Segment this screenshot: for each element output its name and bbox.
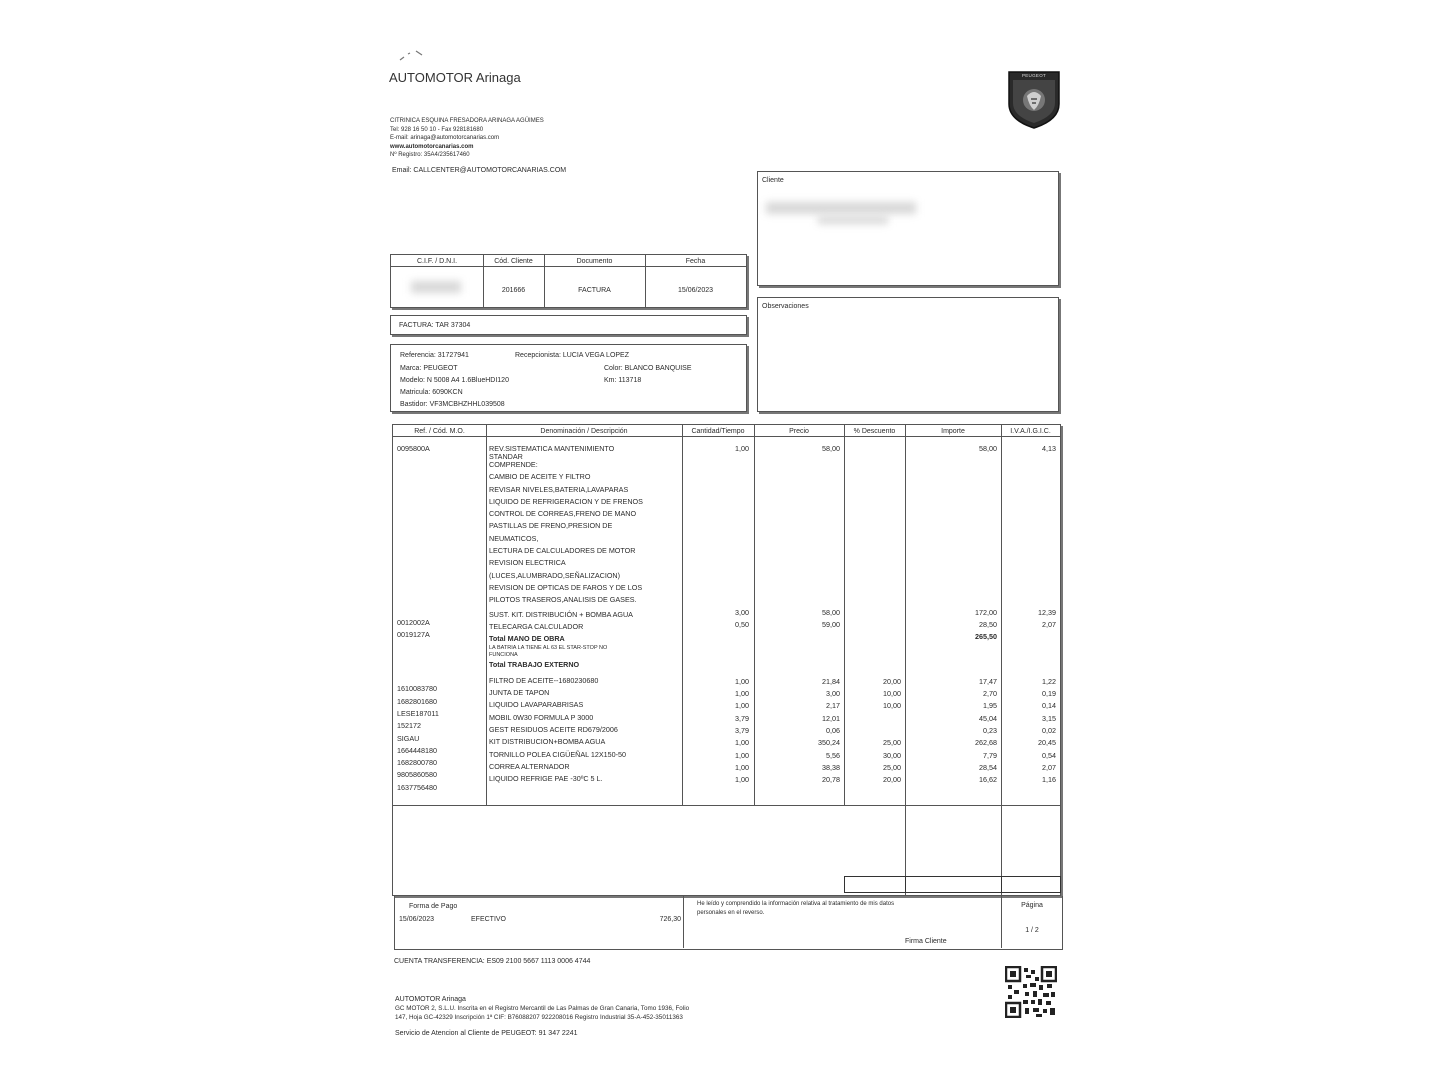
ref-cell: 1682801680 <box>397 696 437 706</box>
price-cell: 58,00 <box>822 608 840 617</box>
discount-cell: 30,00 <box>883 751 901 760</box>
date-value: 15/06/2023 <box>677 287 714 294</box>
vehicle-receptionist: Recepcionista: LUCIA VEGA LOPEZ <box>515 352 629 359</box>
amount-cell: 45,04 <box>979 714 997 723</box>
price-cell: 59,00 <box>822 620 840 629</box>
ref-cell <box>397 661 439 668</box>
payment-date: 15/06/2023 <box>399 916 435 923</box>
quantity-cell: 1,00 <box>735 689 749 698</box>
ref-cell <box>397 668 439 680</box>
amount-cell: 172,00 <box>975 608 997 617</box>
col-header-ref: Ref. / Cód. M.O. <box>414 428 465 435</box>
description-cell: REVISION ELECTRICA <box>489 558 566 568</box>
ref-cell: LESE187011 <box>397 708 439 718</box>
ref-cell <box>397 492 439 504</box>
quantity-cell: 1,00 <box>735 763 749 772</box>
ref-cell <box>397 504 439 516</box>
description-cell: KIT DISTRIBUCION+BOMBA AGUA <box>489 737 606 747</box>
footer-legal-line1: GC MOTOR 2, S.L.U. Inscrita en el Registro Mercantil de Las Palmas de Gran Canaria, Tomo 1936, Folio <box>395 1005 690 1012</box>
description-cell: FILTRO DE ACEITE--1680230680 <box>489 675 599 685</box>
description-cell: REV.SISTEMATICA MANTENIMIENTO <box>489 444 615 453</box>
client-code-value: 201666 <box>501 287 526 294</box>
price-cell: 20,78 <box>822 775 840 784</box>
ref-cell <box>397 480 439 492</box>
description-cell: CORREA ALTERNADOR <box>489 761 570 771</box>
discount-cell: 20,00 <box>883 677 901 686</box>
footer-legal-line2: 147, Hoja GC-42329 Inscripción 1ª CIF: B76088207 922208016 Registro Industrial 35-A-452-35011363 <box>395 1014 683 1021</box>
ref-cell: 152172 <box>397 721 421 731</box>
company-address-line: Tel: 928 16 50 10 - Fax 928181680 <box>390 126 484 133</box>
redacted-cif <box>411 281 461 293</box>
description-cell: MOBIL 0W30 FORMULA P 3000 <box>489 712 594 722</box>
description-cell: TELECARGA CALCULADOR <box>489 621 584 631</box>
description-cell: TORNILLO POLEA CIGÜEÑAL 12X150-50 <box>489 749 627 759</box>
vehicle-color: Color: BLANCO BANQUISE <box>604 365 692 372</box>
amount-cell: 28,54 <box>979 763 997 772</box>
description-cell: PILOTOS TRASEROS,ANALISIS DE GASES. <box>489 595 637 605</box>
tax-cell: 1,16 <box>1042 775 1056 784</box>
page-number: 1 / 2 <box>1025 927 1039 934</box>
discount-cell: 25,00 <box>883 763 901 772</box>
discount-cell: 20,00 <box>883 775 901 784</box>
ref-cell <box>397 578 439 590</box>
vehicle-reference: Referencia: 31727941 <box>400 352 469 359</box>
peugeot-wordmark: PEUGEOT <box>1021 73 1047 78</box>
description-cell: REVISAR NIVELES,BATERIA,LAVAPARAS <box>489 484 629 494</box>
client-label: Cliente <box>762 177 784 184</box>
ref-cell: 0019127A <box>397 630 430 640</box>
quantity-cell: 1,00 <box>735 677 749 686</box>
quantity-cell: 1,00 <box>735 751 749 760</box>
company-name: AUTOMOTOR Arinaga <box>389 70 521 85</box>
discount-cell: 10,00 <box>883 689 901 698</box>
ref-cell: 1664448180 <box>397 745 437 755</box>
tax-cell: 12,39 <box>1038 608 1056 617</box>
company-email: Email: CALLCENTER@AUTOMOTORCANARIAS.COM <box>392 167 567 174</box>
tax-cell: 0,54 <box>1042 751 1056 760</box>
price-cell: 12,01 <box>822 714 840 723</box>
scan-mark <box>398 48 428 64</box>
description-column <box>489 443 643 785</box>
vehicle-km: Km: 113718 <box>604 377 642 384</box>
company-address <box>390 117 544 160</box>
vehicle-model: Modelo: N 5008 A4 1.6BlueHDI120 <box>400 377 509 384</box>
description-cell: PASTILLAS DE FRENO,PRESION DE <box>489 521 613 531</box>
description-cell: COMPRENDE: <box>489 460 538 469</box>
header-cif: C.I.F. / D.N.I. <box>416 258 458 265</box>
ref-cell <box>397 541 439 553</box>
description-cell: LIQUIDO REFRIGE PAE -30ºC 5 L. <box>489 774 603 784</box>
price-cell: 350,24 <box>818 738 840 747</box>
description-cell: LA BATRIA LA TIENE AL 63 EL STAR-STOP NO <box>489 645 608 652</box>
invoice-table <box>392 424 1061 896</box>
quantity-cell: 3,79 <box>735 714 749 723</box>
redacted-client-address <box>818 216 888 224</box>
ref-cell: 1637756480 <box>397 782 437 792</box>
ref-cell: SIGAU <box>397 733 420 743</box>
redacted-client-name <box>766 202 916 214</box>
description-cell: NEUMATICOS, <box>489 533 539 543</box>
price-cell: 3,00 <box>826 689 840 698</box>
footer-company-name: AUTOMOTOR Arinaga <box>395 996 466 1003</box>
description-cell: REVISION DE OPTICAS DE FAROS Y DE LOS <box>489 582 643 592</box>
price-cell: 58,00 <box>822 444 840 453</box>
company-address-line: CITRINICA ESQUINA FRESADORA ARINAGA AGÜIMES <box>390 118 544 124</box>
document-value: FACTURA <box>578 287 611 294</box>
ref-cell <box>397 455 439 467</box>
tax-cell: 2,07 <box>1042 620 1056 629</box>
ref-cell: 1682800780 <box>397 758 437 768</box>
labor-total-cell: 265,50 <box>975 632 997 641</box>
description-cell: (LUCES,ALUMBRADO,SEÑALIZACION) <box>489 570 620 580</box>
payment-box <box>394 896 1063 950</box>
payment-amount: 726,30 <box>659 916 681 923</box>
company-address-line: www.automotorcanarias.com <box>390 143 474 150</box>
tax-cell: 3,15 <box>1042 714 1056 723</box>
amount-cell: 262,68 <box>975 738 997 747</box>
description-cell: Total TRABAJO EXTERNO <box>489 660 580 670</box>
bank-account: CUENTA TRANSFERENCIA: ES09 2100 5667 1113 0006 4744 <box>394 958 591 965</box>
quantity-cell: 0,50 <box>735 620 749 629</box>
tax-cell: 0,14 <box>1042 701 1056 710</box>
ref-cell <box>397 642 439 654</box>
ref-cell: 0095800A <box>397 444 430 453</box>
tax-cell: 2,07 <box>1042 763 1056 772</box>
discount-cell: 25,00 <box>883 738 901 747</box>
quantity-cell: 3,00 <box>735 608 749 617</box>
tax-cell: 0,19 <box>1042 689 1056 698</box>
footer-customer-service: Servicio de Atencion al Cliente de PEUGEOT: 91 347 2241 <box>395 1030 578 1037</box>
vehicle-box <box>390 344 747 412</box>
quantity-cell: 1,00 <box>735 444 749 453</box>
header-client-code: Cód. Cliente <box>494 258 533 265</box>
quantity-cell: 3,79 <box>735 726 749 735</box>
col-header-amount: Importe <box>941 428 965 435</box>
amount-cell: 28,50 <box>979 620 997 629</box>
client-box <box>757 171 1059 286</box>
amount-cell: 7,79 <box>983 751 997 760</box>
description-cell: JUNTA DE TAPON <box>489 688 550 698</box>
description-cell: CONTROL DE CORREAS,FRENO DE MANO <box>489 509 637 519</box>
amount-cell: 58,00 <box>979 444 997 453</box>
description-cell: LIQUIDO LAVAPARABRISAS <box>489 700 584 710</box>
document-header <box>390 254 747 308</box>
amount-cell: 16,62 <box>979 775 997 784</box>
payment-label: Forma de Pago <box>409 903 458 910</box>
totals-row <box>844 876 1061 893</box>
col-header-discount: % Descuento <box>853 428 896 435</box>
description-cell: SUST. KIT. DISTRIBUCIÓN + BOMBA AGUA <box>489 609 633 619</box>
ref-cell: 1610083780 <box>397 684 437 694</box>
company-address-line: Nº Registro: 35A4/235617460 <box>390 152 470 158</box>
ref-cell <box>397 468 439 480</box>
header-date: Fecha <box>685 258 706 265</box>
peugeot-lion-shield-icon <box>1005 66 1063 130</box>
amount-cell: 17,47 <box>979 677 997 686</box>
description-cell: CAMBIO DE ACEITE Y FILTRO <box>489 472 591 482</box>
quantity-cell: 1,00 <box>735 738 749 747</box>
privacy-text-line2: personales en el reverso. <box>697 910 765 916</box>
amount-cell: 1,95 <box>983 701 997 710</box>
description-cell: LECTURA DE CALCULADORES DE MOTOR <box>489 546 636 556</box>
ref-cell <box>397 554 439 566</box>
ref-cell <box>397 517 439 529</box>
company-address-line: E-mail: arinaga@automotorcanarias.com <box>390 135 500 141</box>
ref-cell <box>397 529 439 541</box>
observations-box <box>757 297 1059 412</box>
tax-cell: 0,02 <box>1042 726 1056 735</box>
ref-column <box>397 443 439 794</box>
quantity-cell: 1,00 <box>735 701 749 710</box>
invoice-number: FACTURA: TAR 37304 <box>399 322 471 329</box>
price-cell: 5,56 <box>826 751 840 760</box>
col-header-tax: I.V.A./I.G.I.C. <box>1010 428 1051 435</box>
ref-cell <box>397 566 439 578</box>
qr-code-icon <box>1005 966 1057 1018</box>
signature-label: Firma Cliente <box>905 938 947 945</box>
col-header-description: Denominación / Descripción <box>540 428 628 435</box>
tax-cell: 20,45 <box>1038 738 1056 747</box>
col-header-price: Precio <box>789 428 809 435</box>
description-cell: STANDAR <box>489 452 523 461</box>
description-cell: FUNCIONA <box>489 652 518 659</box>
observations-label: Observaciones <box>762 303 809 310</box>
price-cell: 21,84 <box>822 677 840 686</box>
tax-cell: 1,22 <box>1042 677 1056 686</box>
ref-cell <box>397 654 439 661</box>
ref-cell: 9805860580 <box>397 770 437 780</box>
price-cell: 2,17 <box>826 701 840 710</box>
vehicle-brand: Marca: PEUGEOT <box>400 365 458 372</box>
description-cell: LIQUIDO DE REFRIGERACION Y DE FRENOS <box>489 496 643 506</box>
description-cell: GEST RESIDUOS ACEITE RD679/2006 <box>489 724 618 734</box>
vehicle-plate: Matricula: 6090KCN <box>400 389 463 396</box>
col-header-quantity: Cantidad/Tiempo <box>691 428 745 435</box>
ref-cell: 0012002A <box>397 618 430 628</box>
price-cell: 38,38 <box>822 763 840 772</box>
ref-cell <box>397 591 439 603</box>
price-cell: 0,06 <box>826 726 840 735</box>
tax-cell: 4,13 <box>1042 444 1056 453</box>
invoice-number-box <box>390 315 747 335</box>
payment-method: EFECTIVO <box>471 916 507 923</box>
ref-cell <box>397 603 439 615</box>
description-cell: Total MANO DE OBRA <box>489 634 565 644</box>
quantity-cell: 1,00 <box>735 775 749 784</box>
discount-cell: 10,00 <box>883 701 901 710</box>
amount-cell: 0,23 <box>983 726 997 735</box>
header-document: Documento <box>576 258 613 265</box>
privacy-text-line1: He leído y comprendido la información relativa al tratamiento de mis datos <box>697 901 895 907</box>
amount-cell: 2,70 <box>983 689 997 698</box>
page-label: Página <box>1021 902 1043 909</box>
vehicle-vin: Bastidor: VF3MCBHZHHL039508 <box>400 401 505 408</box>
